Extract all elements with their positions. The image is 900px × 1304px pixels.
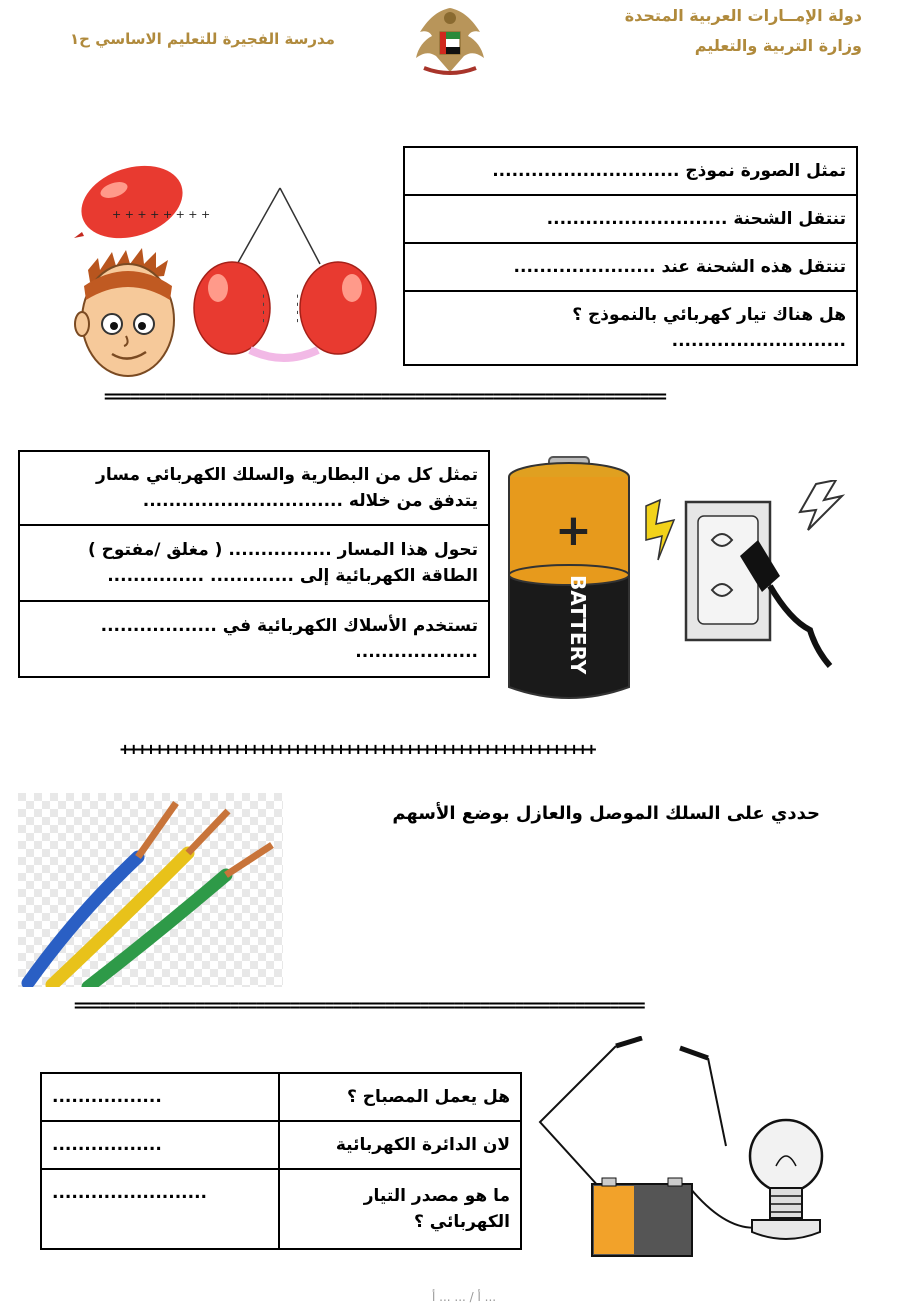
table-row: تحول هذا المسار ................ ( مغلق /مفتوح ) الطاقة الكهربائية إلى ............. ............... [19, 525, 489, 601]
table-row: تستخدم الأسلاك الكهربائية في .................. ................... [19, 601, 489, 677]
light-bulb-icon [750, 1120, 822, 1239]
svg-text:- - - -: - - - - [257, 294, 271, 323]
answer-cell: ................. [41, 1121, 279, 1169]
svg-text:- - - -: - - - - [291, 294, 305, 323]
separator-line: ================================================================= [104, 387, 666, 407]
answer-cell: ........................ [41, 1169, 279, 1249]
open-circuit-icon [530, 1036, 850, 1266]
table-row: تمثل الصورة نموذج ............................. [404, 147, 857, 195]
uae-emblem-icon [410, 2, 490, 78]
hanging-balloons-icon [194, 188, 376, 358]
table-row: تنتقل هذه الشحنة عند ...................... [404, 243, 857, 291]
electric-path-table [18, 450, 490, 678]
footer-text: أ / ... ... أ ... [432, 1290, 497, 1304]
charged-balloon-icon [72, 160, 210, 250]
answer-cell: ................. [41, 1073, 279, 1121]
lamp-circuit-table [40, 1072, 522, 1250]
svg-text:+ + + + + + + +: + + + + + + + + [112, 208, 211, 221]
table-row: تمثل كل من البطارية والسلك الكهربائي مسار يتدفق من خلاله ............................... [19, 451, 489, 525]
separator-line: +++++++++++++++++++++++++++++++++++++++++++++++++++++++ [120, 740, 595, 760]
svg-text:BATTERY: BATTERY [566, 575, 590, 675]
table-row: لان الدائرة الكهربائية [279, 1121, 521, 1169]
wire-arrows-prompt: حددي على السلك الموصل والعازل بوضع الأسهم [392, 803, 820, 824]
electric-wires-icon [18, 793, 283, 987]
charge-model-table [403, 146, 858, 366]
boy-face-icon [75, 248, 174, 376]
school-name: مدرسة الفجيرة للتعليم الاساسي ح١ [70, 30, 335, 48]
separator-line: ================================================================== [74, 996, 644, 1016]
table-row: تنتقل الشحنة ............................ [404, 195, 857, 243]
table-row: هل هناك تيار كهربائي بالنموذج ؟ ........................... [404, 291, 857, 365]
static-charge-illustration [70, 160, 390, 390]
table-row: هل يعمل المصباح ؟ [279, 1073, 521, 1121]
table-row: ما هو مصدر التيار الكهربائي ؟ [279, 1169, 521, 1249]
battery-icon [505, 455, 635, 705]
svg-text:+: + [555, 505, 592, 556]
wall-outlet-icon [640, 480, 850, 680]
country-name: دولة الإمــارات العربية المتحدة [624, 6, 862, 25]
ministry-name: وزارة التربية والتعليم [694, 36, 862, 55]
